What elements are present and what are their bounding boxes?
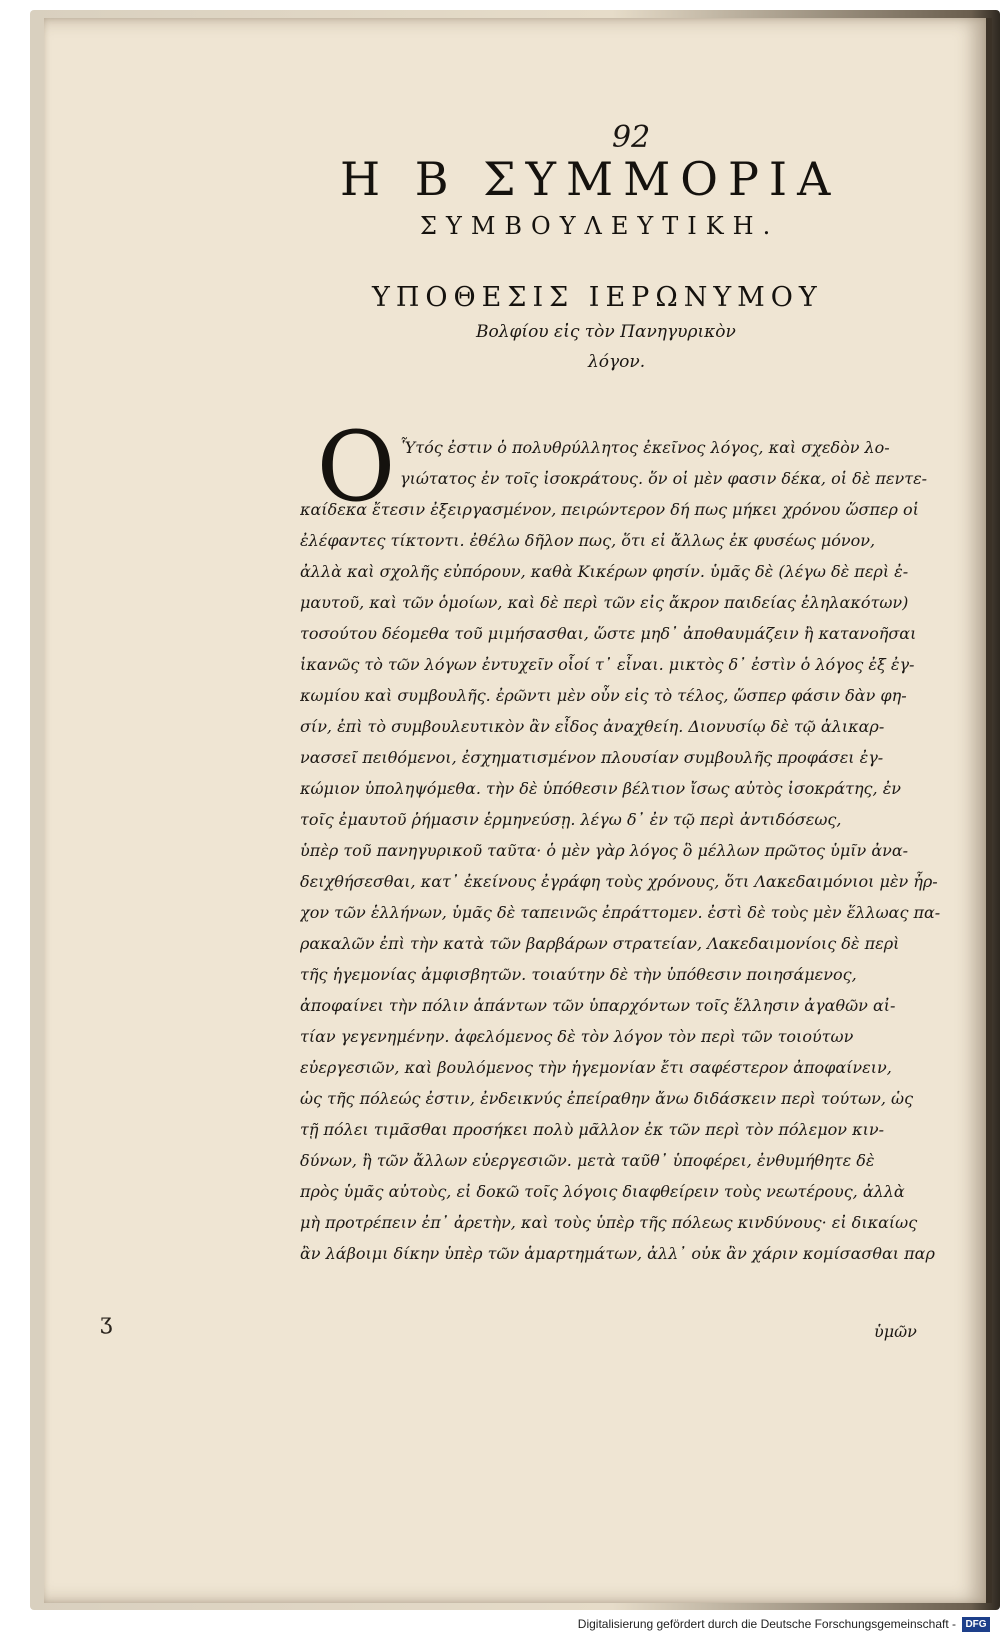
body-line: τίαν γεγενημένην. ἀφελόμενος δὲ τὸν λόγον τὸν περὶ τῶν τοιούτων — [300, 1027, 854, 1046]
body-line: ἱκανῶς τὸ τῶν λόγων ἐντυχεῖν οἷοί τ᾿ εἶναι. μικτὸς δ᾿ ἐστὶν ὁ λόγος ἐξ ἐγ- — [300, 655, 915, 674]
body-line: ἀποφαίνει τὴν πόλιν ἁπάντων τῶν ὑπαρχόντων τοῖς ἕλλησιν ἀγαθῶν αἰ- — [300, 996, 896, 1015]
body-line: τῆς ἡγεμονίας ἀμφισβητῶν. τοιαύτην δὲ τὴν ὑπόθεσιν ποιησάμενος, — [300, 965, 857, 984]
catchword: ὑμῶν — [874, 1322, 917, 1341]
dfg-logo-icon: DFG — [962, 1617, 990, 1632]
body-line: ὡς τῆς πόλεώς ἐστιν, ἐνδεικνύς ἐπείραθην ἄνω διδάσκειν περὶ τούτων, ὡς — [300, 1089, 914, 1108]
drop-cap-initial: O — [316, 411, 396, 523]
margin-mark: ʒ — [100, 1310, 113, 1335]
hypothesis-subtitle-line-2: λόγον. — [588, 352, 646, 372]
body-line: ἀλλὰ καὶ σχολῆς εὐπόρουν, καθὰ Κικέρων φησίν. ὑμᾶς δὲ (λέγω δὲ περὶ ἐ- — [300, 562, 909, 581]
body-line: ἐλέφαντες τίκτοντι. ἐθέλω δῆλον πως, ὅτι εἰ ἄλλως ἐκ φυσέως μόνον, — [300, 531, 876, 550]
heading-sub: ΣΥΜΒΟΥΛΕΥΤΙΚΗ. — [420, 212, 780, 240]
footer-bar — [0, 1610, 1000, 1636]
heading-main: Η Β ΣΥΜΜΟΡΙΑ — [340, 152, 841, 206]
hypothesis-subtitle-line-1: Βολφίου εἰς τὸν Πανηγυρικὸν — [476, 322, 736, 342]
body-line: καίδεκα ἔτεσιν ἐξειργασμένον, πειρώντερον δή πως μήκει χρόνου ὥσπερ οἱ — [300, 500, 919, 519]
body-line: νασσεῖ πειθόμενοι, ἐσχηματισμένον πλουσίαν συμβουλῆς προφάσει ἐγ- — [300, 748, 884, 767]
page-number: 92 — [612, 120, 651, 155]
body-line: ρακαλῶν ἐπὶ τὴν κατὰ τῶν βαρβάρων στρατείαν, Λακεδαιμονίοις δὲ περὶ — [300, 934, 900, 953]
body-line: πρὸς ὑμᾶς αὐτοὺς, εἰ δοκῶ τοῖς λόγοις διαφθείρειν τοὺς νεωτέρους, ἀλλὰ — [300, 1182, 905, 1201]
body-line: δύνων, ἢ τῶν ἄλλων εὐεργεσιῶν. μετὰ ταῦθ᾿ ὑποφέρει, ἐνθυμήθητε δὲ — [300, 1151, 875, 1170]
body-line: μαυτοῦ, καὶ τῶν ὁμοίων, καὶ δὲ περὶ τῶν εἰς ἄκρον παιδείας ἐληλακότων) — [300, 593, 909, 612]
body-line: μὴ προτρέπειν ἐπ᾿ ἀρετὴν, καὶ τοὺς ὑπὲρ τῆς πόλεως κινδύνους· εἰ δικαίως — [300, 1213, 918, 1232]
hypothesis-title: ΥΠΟΘΕΣΙΣ ΙΕΡΩΝΥΜΟΥ — [372, 282, 823, 313]
body-line: σίν, ἐπὶ τὸ συμβουλευτικὸν ἂν εἶδος ἀναχθείη. Διονυσίῳ δὲ τῷ ἁλικαρ- — [300, 717, 885, 736]
body-line: δειχθήσεσθαι, κατ᾿ ἐκείνους ἐγράφη τοὺς χρόνους, ὅτι Λακεδαιμόνιοι μὲν ἦρ- — [300, 872, 938, 891]
funding-credit: Digitalisierung gefördert durch die Deutsche Forschungsgemeinschaft - — [577, 1617, 956, 1631]
body-line: γιώτατος ἐν τοῖς ἰσοκράτους. ὅν οἱ μὲν φασιν δέκα, οἱ δὲ πεντε- — [400, 469, 928, 488]
body-line: Ὗτός ἐστιν ὁ πολυθρύλλητος ἐκεῖνος λόγος, καὶ σχεδὸν λο- — [400, 438, 890, 457]
body-line: κωμίου καὶ συμβουλῆς. ἐρῶντι μὲν οὖν εἰς τὸ τέλος, ὥσπερ φάσιν δὰν φη- — [300, 686, 907, 705]
body-text — [300, 432, 940, 1269]
body-line: τῇ πόλει τιμᾶσθαι προσήκει πολὺ μᾶλλον ἐκ τῶν περὶ τὸν πόλεμον κιν- — [300, 1120, 884, 1139]
body-line: τοσούτου δέομεθα τοῦ μιμήσασθαι, ὥστε μηδ᾿ ἀποθαυμάζειν ἢ κατανοῆσαι — [300, 624, 917, 643]
body-line: χον τῶν ἑλλήνων, ὑμᾶς δὲ ταπεινῶς ἐπράττομεν. ἐστὶ δὲ τοὺς μὲν ἕλλωας πα- — [300, 903, 940, 922]
body-line: κώμιον ὑποληψόμεθα. τὴν δὲ ὑπόθεσιν βέλτιον ἴσως αὐτὸς ἰσοκράτης, ἐν — [300, 779, 901, 798]
body-line: εὐεργεσιῶν, καὶ βουλόμενος τὴν ἡγεμονίαν ἔτι σαφέστερον ἀποφαίνειν, — [300, 1058, 892, 1077]
body-line: τοῖς ἐμαυτοῦ ῥήμασιν ἑρμηνεύσῃ. λέγω δ᾿ ἐν τῷ περὶ ἀντιδόσεως, — [300, 810, 842, 829]
body-line: ὑπὲρ τοῦ πανηγυρικοῦ ταῦτα· ὁ μὲν γὰρ λόγος ὃ μέλλων πρῶτος ὑμῖν ἀνα- — [300, 841, 909, 860]
body-line: ἂν λάβοιμι δίκην ὑπὲρ τῶν ἁμαρτημάτων, ἀλλ᾿ οὐκ ἂν χάριν κομίσασθαι παρ — [300, 1244, 935, 1263]
